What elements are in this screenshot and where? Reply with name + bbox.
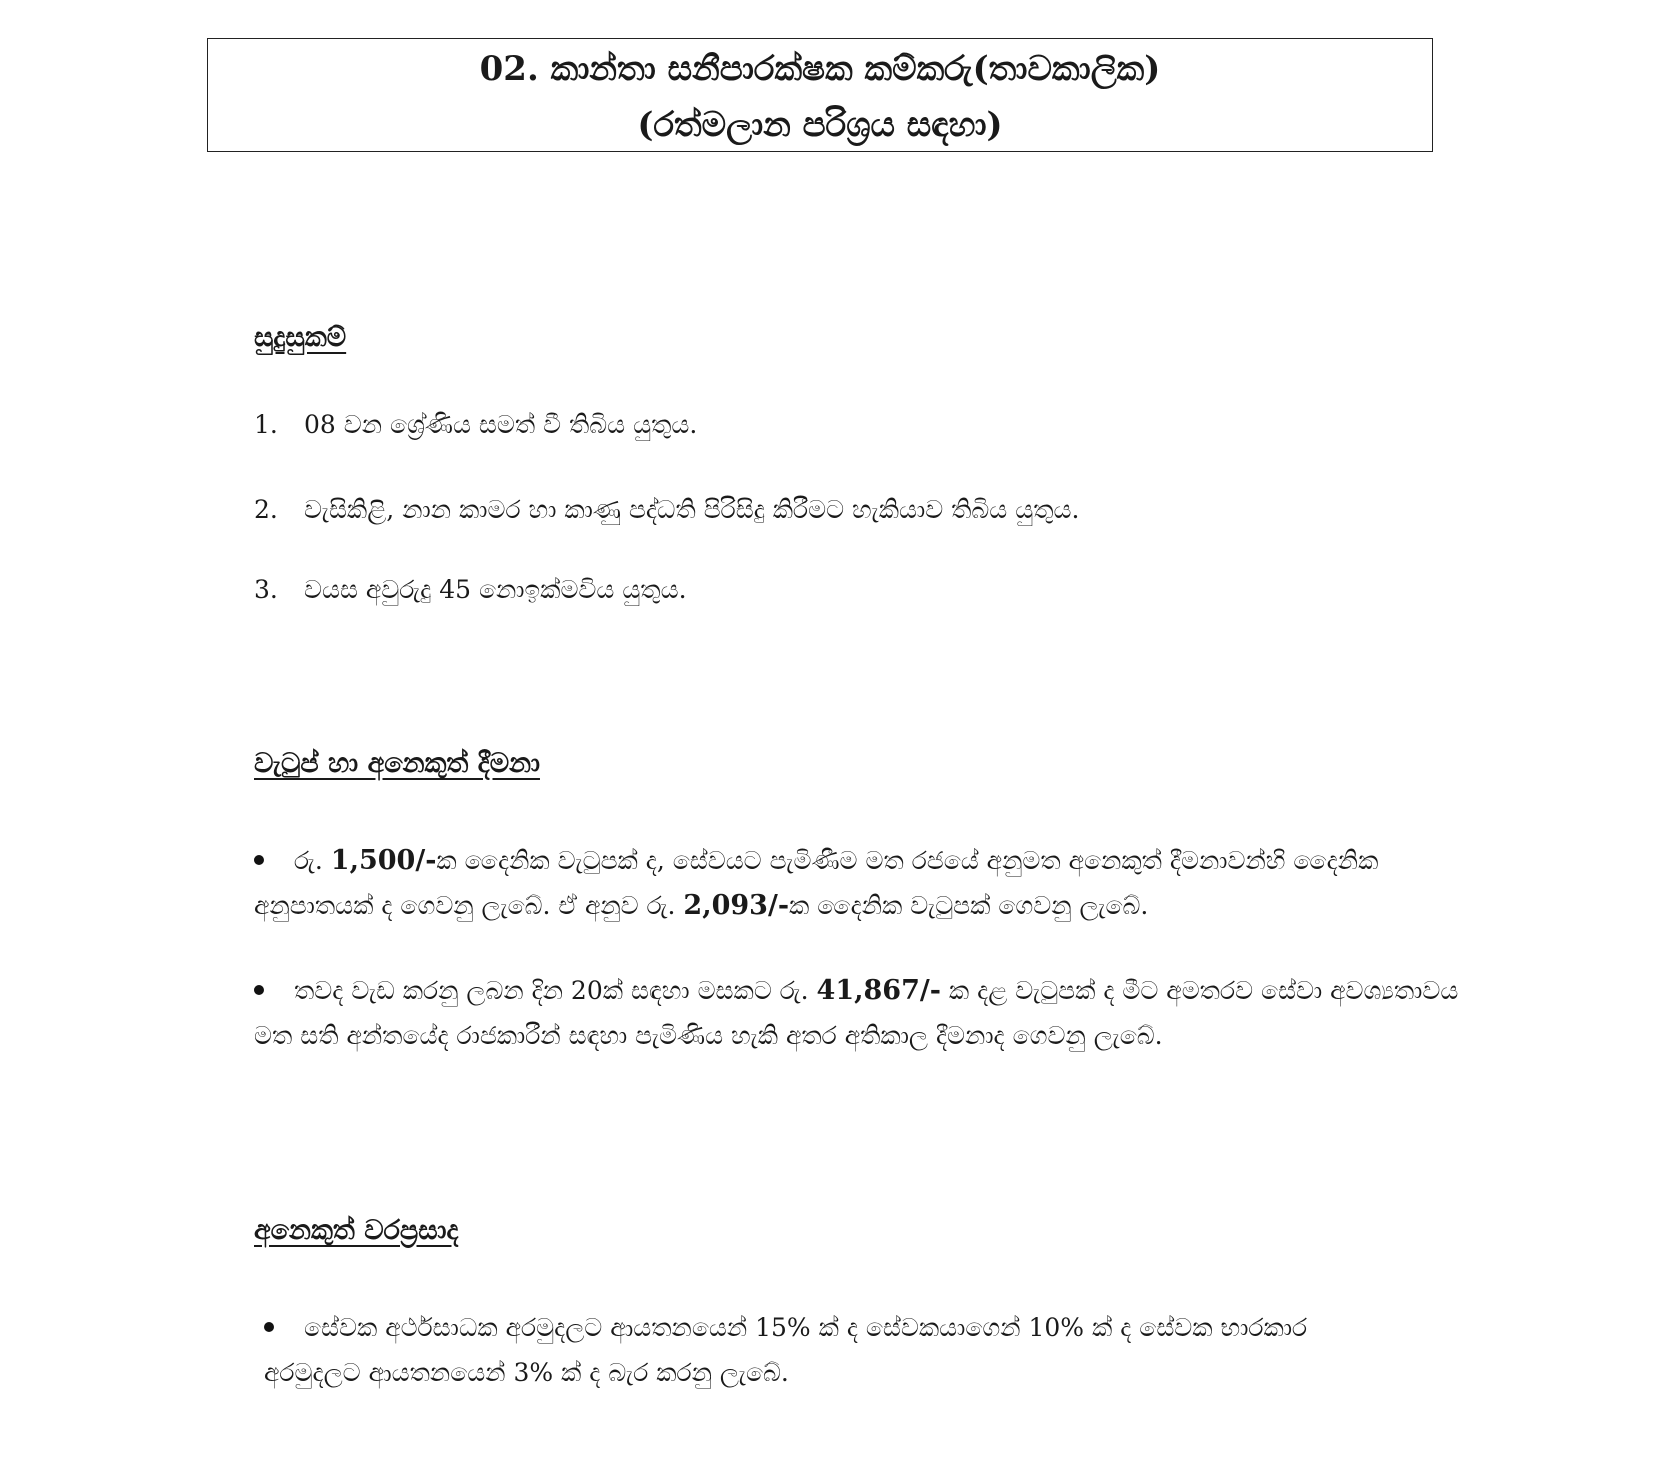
- list-item-text: වයස අවුරුදු 45 නොඉක්මවිය යුතුය.: [304, 575, 687, 604]
- list-item-text: වැසිකිළි, නාන කාමර හා කාණු පද්ධති පිරිසිදු කිරීමට හැකියාව තිබිය යුතුය.: [304, 495, 1080, 524]
- salary-bullet-1: [254, 838, 1464, 928]
- bullet-icon: [264, 1322, 274, 1332]
- bullet-icon: [254, 855, 264, 865]
- salary-bullet-1-text-b: ක දෛනික වැටුපක් ද, සේවයට පැමිණීම මත රජයේ අනුමත අනෙකුත් දීමනාවන්හි දෛනික අනුපාතයක් ද ගෙවනු ලැබේ. ඒ අනුව රු.: [254, 846, 1379, 920]
- list-item-number: 3.: [254, 575, 278, 604]
- salary-bullet-2-text-a: තවද වැඩ කරනු ලබන දින 20ක් සඳහා මසකට රු.: [294, 976, 817, 1005]
- salary-heading: වැටුප් හා අනෙකුත් දීමනා: [254, 748, 540, 779]
- salary-bullet-2-text-b: ක දළ වැටුපක් ද මීට අමතරව සේවා අවශ්‍යතාවය මත සති අන්තයේද රාජකාරීන් සඳහා පැමිණිය හැකි අතර අතිකාල දීමනාද ගෙවනු ලැබේ.: [254, 976, 1459, 1050]
- title-box: [207, 38, 1433, 152]
- benefits-heading: අනෙකුත් වරප්‍රසාද: [254, 1215, 459, 1246]
- salary-bullet-1-text-a: රු.: [294, 846, 331, 875]
- list-item: [254, 495, 1079, 525]
- page-subtitle: (රත්මලාන පරිශ්‍රය සඳහා): [637, 105, 1003, 145]
- list-item-number: 1.: [254, 410, 278, 439]
- list-item-number: 2.: [254, 495, 278, 524]
- salary-bullet-1-text-c: ක දෛනික වැටුපක් ගෙවනු ලැබේ.: [789, 891, 1149, 920]
- daily-wage-amount: 1,500/-: [330, 845, 437, 876]
- daily-total-amount: 2,093/-: [683, 890, 790, 921]
- benefits-bullet-1-text: සේවක අර්ථසාධක අරමුදලට ආයතනයෙන් 15% ක් ද සේවකයාගෙන් 10% ක් ද සේවක භාරකාර අරමුදලට ආයතනයෙන් 3% ක් ද බැර කරනු ලැබේ.: [264, 1313, 1308, 1387]
- qualifications-heading: සුදුසුකම්: [254, 322, 347, 353]
- page-title: 02. කාන්තා සනීපාරක්ෂක කම්කරු(තාවකාලික): [479, 49, 1161, 89]
- salary-bullet-2: [254, 968, 1464, 1058]
- list-item: [254, 410, 697, 440]
- list-item-text: 08 වන ශ්‍රේණිය සමත් වී තිබිය යුතුය.: [304, 410, 698, 439]
- monthly-gross-amount: 41,867/-: [816, 975, 941, 1006]
- bullet-icon: [254, 985, 264, 995]
- benefits-bullet-1: [264, 1305, 1394, 1395]
- list-item: [254, 575, 687, 605]
